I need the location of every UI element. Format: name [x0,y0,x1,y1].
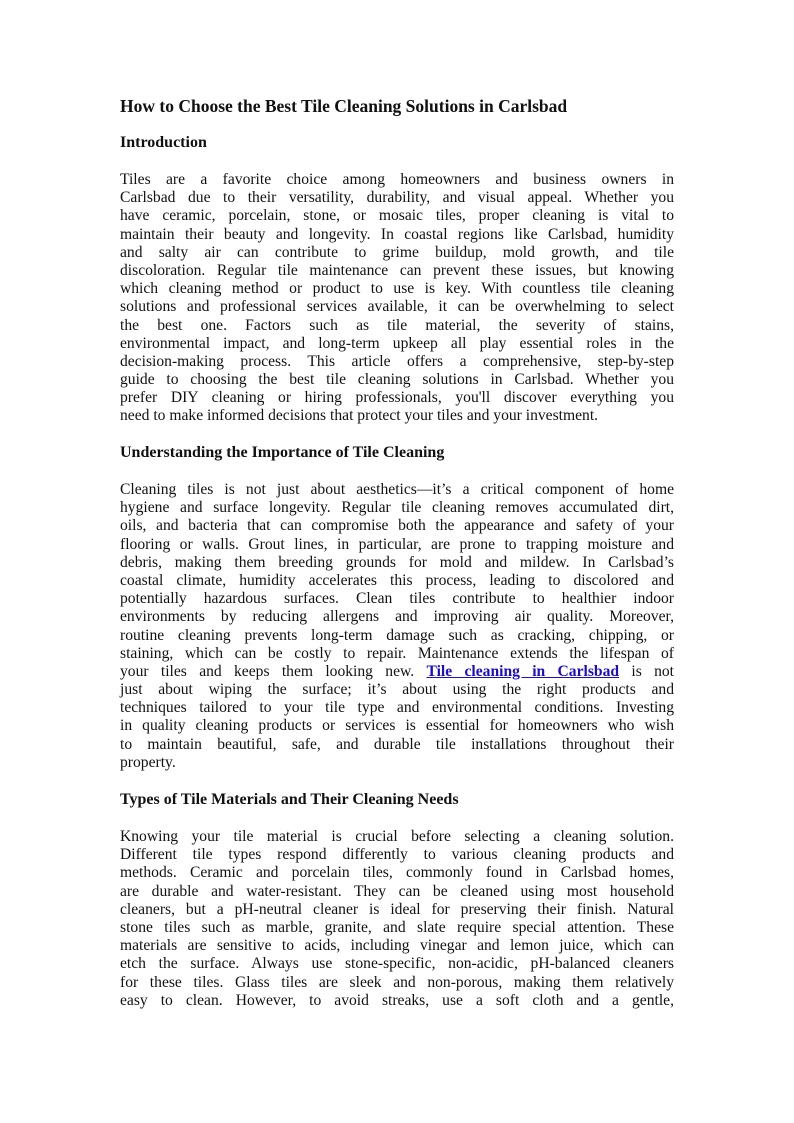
paragraph-introduction [120,171,674,426]
text-line: potentially hazardous surfaces. Clean tiles contribute to healthier indoor [120,590,674,608]
text-line: coastal climate, humidity accelerates this process, leading to discolored and [120,571,674,589]
page-title: How to Choose the Best Tile Cleaning Solutions in Carlsbad [120,96,568,116]
text-line: in quality cleaning products or services is essential for homeowners who wish [120,717,674,735]
text-line: Different tile types respond differently to various cleaning products and [120,846,674,864]
text-line: which cleaning method or product to use is key. With countless tile cleaning [120,280,674,298]
text-line: routine cleaning prevents long-term damage such as cracking, chipping, or [120,626,674,644]
text-line: debris, making them breeding grounds for mold and mildew. In Carlsbad’s [120,553,674,571]
text-line-with-link [120,663,674,681]
text-segment: is not [619,662,675,680]
text-line: oils, and bacteria that can compromise both the appearance and safety of your [120,517,674,535]
text-line: flooring or walls. Grout lines, in particular, are prone to trapping moisture and [120,535,674,553]
text-line: cleaners, but a pH-neutral cleaner is ideal for preserving their finish. Natural [120,900,674,918]
text-line: have ceramic, porcelain, stone, or mosaic tiles, proper cleaning is vital to [120,207,674,225]
heading-tile-materials: Types of Tile Materials and Their Cleaning Needs [120,791,459,808]
text-line: solutions and professional services available, it can be overwhelming to select [120,298,674,316]
text-line: techniques tailored to your tile type and environmental conditions. Investing [120,699,674,717]
text-line: Knowing your tile material is crucial before selecting a cleaning solution. [120,828,674,845]
text-line: stone tiles such as marble, granite, and slate require special attention. These [120,918,674,936]
text-line: environments by reducing allergens and improving air quality. Moreover, [120,608,674,626]
text-line: Carlsbad due to their versatility, durability, and visual appeal. Whether you [120,189,674,207]
paragraph-importance [120,481,674,772]
tile-cleaning-carlsbad-link[interactable]: Tile cleaning in Carlsbad [426,662,620,680]
text-line: staining, which can be costly to repair. Maintenance extends the lifespan of [120,644,674,662]
paragraph-tile-materials [120,828,674,1010]
text-line: Tiles are a favorite choice among homeowners and business owners in [120,171,674,188]
text-line: just about wiping the surface; it’s about using the right products and [120,681,674,699]
text-line: materials are sensitive to acids, including vinegar and lemon juice, which can [120,937,674,955]
text-line: need to make informed decisions that protect your tiles and your investment. [120,407,599,425]
text-line: maintain their beauty and longevity. In coastal regions like Carlsbad, humidity [120,225,674,243]
text-line: property. [120,753,176,771]
text-line: etch the surface. Always use stone-specific, non-acidic, pH-balanced cleaners [120,955,674,973]
text-line: discoloration. Regular tile maintenance can prevent these issues, but knowing [120,261,674,279]
text-line: guide to choosing the best tile cleaning solutions in Carlsbad. Whether you [120,371,674,389]
text-segment: your tiles and keeps them looking new. [120,662,427,680]
text-line: and salty air can contribute to grime buildup, mold growth, and tile [120,243,674,261]
heading-importance: Understanding the Importance of Tile Cleaning [120,444,445,461]
text-line: the best one. Factors such as tile material, the severity of stains, [120,316,674,334]
text-line: hygiene and surface longevity. Regular tile cleaning removes accumulated dirt, [120,499,674,517]
text-line: easy to clean. However, to avoid streaks, use a soft cloth and a gentle, [120,991,674,1009]
text-line: are durable and water-resistant. They can be cleaned using most household [120,882,674,900]
text-line: to maintain beautiful, safe, and durable tile installations throughout their [120,735,674,753]
text-line: prefer DIY cleaning or hiring professionals, you'll discover everything you [120,389,674,407]
text-line: decision-making process. This article offers a comprehensive, step-by-step [120,352,674,370]
text-line: for these tiles. Glass tiles are sleek and non-porous, making them relatively [120,973,674,991]
text-line: Cleaning tiles is not just about aesthetics—it’s a critical component of home [120,481,674,498]
text-line: methods. Ceramic and porcelain tiles, commonly found in Carlsbad homes, [120,864,674,882]
heading-introduction: Introduction [120,134,207,151]
text-line: environmental impact, and long-term upkeep all play essential roles in the [120,334,674,352]
